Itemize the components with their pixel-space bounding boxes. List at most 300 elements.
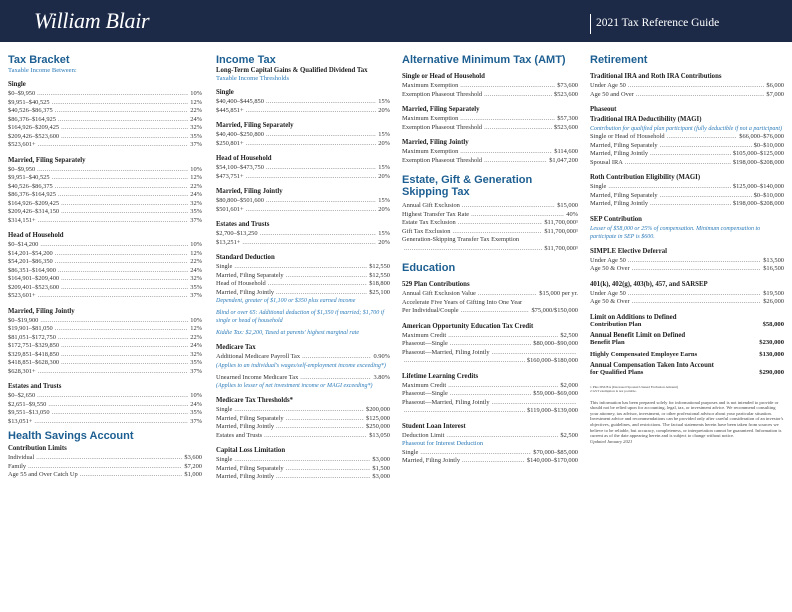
row-label: $54,100–$473,750: [216, 164, 264, 171]
table-row: [8, 418, 202, 427]
dot-leader: [276, 473, 370, 482]
deduct-note: Contribution for qualified plan participant (fully deductible if not a participant): [590, 126, 782, 132]
footnote-2: 2 GST exemption is not portable.: [590, 389, 637, 394]
row-value: 37%: [190, 367, 202, 375]
row-value: 15%: [378, 98, 390, 105]
row-value: $12,550: [369, 271, 390, 279]
row-value: 15%: [378, 131, 390, 138]
row-label: $0–$14,200: [8, 241, 39, 248]
dot-leader: [38, 368, 189, 377]
dot-leader: [266, 164, 376, 173]
row-label: Age 55 and Over Catch Up: [8, 471, 78, 478]
row-label: Married, Filing Jointly: [590, 200, 649, 207]
dot-leader: [660, 142, 752, 151]
row-value: 10%: [190, 90, 202, 97]
row-value: $19,500: [763, 289, 784, 297]
simple-rows: [590, 257, 784, 274]
table-row: [216, 206, 390, 215]
table-row: [8, 183, 202, 192]
dot-leader: [268, 280, 368, 289]
table-row: [402, 382, 578, 391]
table-row: [8, 471, 202, 480]
row-label: $54,201–$86,350: [8, 258, 53, 265]
dot-leader: [28, 463, 182, 472]
dot-leader: [460, 148, 552, 157]
row-label: Married, Filing Separately: [590, 191, 658, 199]
table-row: [402, 124, 578, 133]
row-label: $81,051–$172,750: [8, 333, 56, 341]
table-row: [8, 275, 202, 284]
row-value: 20%: [378, 172, 390, 180]
row-label: $501,601+: [216, 205, 244, 213]
income-tax-subtitle-bold: Long-Term Capital Gains & Qualified Dividend Tax: [216, 67, 368, 74]
table-row: [8, 217, 202, 226]
table-row: [590, 159, 784, 168]
row-value: 24%: [190, 266, 202, 274]
row-label: Highest Transfer Tax Rate: [402, 210, 470, 218]
group-heading: Married, Filing Jointly: [8, 307, 75, 315]
amt-groups: [402, 73, 578, 165]
row-label: Maximum Exemption: [402, 82, 459, 89]
row-label: $314,151+: [8, 216, 36, 224]
row-label: $164,926–$209,425: [8, 199, 60, 207]
hsa-rows: [8, 454, 202, 480]
sli-note: Phaseout for Interest Deduction: [402, 440, 484, 447]
dot-leader: [61, 133, 188, 142]
table-row: [216, 131, 390, 140]
row-value: $0–$10,000: [753, 191, 784, 199]
row-value: 20%: [378, 205, 390, 213]
section-title-tax-bracket: Tax Bracket: [8, 54, 70, 66]
dot-leader: [37, 166, 188, 175]
table-row: [590, 265, 784, 274]
table-row: [590, 91, 784, 100]
row-label: $86,376–$164,925: [8, 115, 56, 123]
row-label: Married, Filing Separately: [216, 271, 284, 279]
table-row: [216, 423, 390, 432]
row-label: $40,526–$86,375: [8, 107, 53, 114]
row-value: 40%: [566, 210, 578, 218]
aotc-head: American Opportunity Education Tax Credit: [402, 322, 534, 330]
row-value: $0–$10,000: [753, 141, 784, 149]
row-value: 24%: [190, 342, 202, 349]
row-value: 35%: [190, 409, 202, 416]
column-amt-estate-education: [402, 54, 578, 466]
row-label: Married, Filing Separately: [216, 414, 284, 422]
row-label: Age 50 and Over: [590, 90, 634, 98]
medicare-row-1: Additional Medicare Payroll Tax ..... 0.90%: [216, 353, 390, 362]
dot-leader: [266, 98, 376, 107]
simple-head: SIMPLE Elective Deferral: [590, 247, 668, 255]
k401-head: 401(k), 402(g), 403(b), 457, and SARSEP: [590, 280, 708, 288]
row-label: $209,426–$314,150: [8, 208, 60, 215]
dot-leader: [55, 183, 189, 192]
annual-comp-label: Annual Compensation Taken Into Account: [590, 362, 714, 369]
row-label: Under Age 50: [590, 289, 626, 297]
medicare-tax-head: Medicare Tax: [216, 344, 256, 351]
income-tax-groups: [216, 89, 390, 247]
row-label: Single: [216, 263, 233, 270]
aotc-rows: [402, 332, 578, 349]
table-row: [8, 325, 202, 334]
row-label: $9,951–$40,525: [8, 174, 50, 181]
row-value: $125,000–$140,000: [732, 183, 784, 190]
brand-logo: William Blair: [34, 8, 150, 33]
table-row: [216, 140, 390, 149]
table-row: [590, 200, 784, 209]
row-value: 37%: [190, 417, 202, 425]
dot-leader: [61, 284, 188, 293]
row-value: 22%: [190, 333, 202, 341]
dot-leader: [484, 124, 552, 133]
table-row: [8, 191, 202, 200]
table-row: [8, 133, 202, 142]
table-row: [8, 241, 202, 250]
row-label: Married, Filing Jointly: [216, 423, 275, 430]
row-value: $73,600: [557, 82, 578, 89]
group-heading: Head of Household: [216, 155, 272, 162]
row-value: $18,800: [369, 280, 390, 287]
dot-leader: [61, 342, 188, 351]
row-label: $40,400–$250,800: [216, 131, 264, 138]
row-label: $628,301+: [8, 367, 36, 375]
medicare-note-2: (Applies to lesser of net investment income or MAGI exceeding*): [216, 383, 373, 389]
dot-leader: [650, 150, 731, 159]
row-value: 12%: [190, 174, 202, 181]
annual-comp-row: for Qualified Plans $290,000: [590, 369, 784, 376]
row-label: Single or Head of Household: [590, 133, 665, 140]
dot-leader: [264, 432, 367, 441]
column-income-tax: [216, 54, 390, 482]
table-row: [8, 284, 202, 293]
table-row: [402, 211, 578, 220]
table-row: [8, 342, 202, 351]
table-row: [216, 456, 390, 465]
row-label: $250,801+: [216, 139, 244, 147]
dot-leader: [55, 250, 189, 259]
row-label: Maximum Exemption: [402, 115, 459, 122]
dot-leader: [80, 471, 183, 480]
dot-leader: [234, 456, 370, 465]
dot-leader: [286, 272, 368, 281]
table-row: [8, 141, 202, 150]
row-value: $1,047,200: [549, 156, 578, 164]
table-row: [8, 267, 202, 276]
row-value: 20%: [378, 106, 390, 114]
dot-leader: [667, 133, 738, 142]
table-row: [216, 432, 390, 441]
table-row: [8, 463, 202, 472]
row-label: Exemption Phaseout Threshold: [402, 156, 483, 164]
page-title: 2021 Tax Reference Guide: [596, 17, 720, 29]
annual-benefit-label: Annual Benefit Limit on Defined: [590, 332, 686, 339]
row-value: 35%: [190, 359, 202, 366]
group-heading: Head of Household: [8, 232, 64, 239]
table-row: [216, 272, 390, 281]
dot-leader: [276, 289, 367, 298]
row-value: 12%: [190, 98, 202, 106]
row-value: 37%: [190, 216, 202, 224]
table-row: [402, 115, 578, 124]
row-value: 37%: [190, 141, 202, 148]
table-row: [402, 157, 578, 166]
header-divider: [590, 14, 591, 34]
row-value: $66,000–$76,000: [739, 133, 784, 140]
row-value: 10%: [190, 241, 202, 248]
dot-leader: [632, 265, 762, 274]
table-row: [216, 230, 390, 239]
section-title-estate: Estate, Gift & Generation Skipping Tax: [402, 174, 533, 198]
row-label: $40,400–$445,850: [216, 98, 264, 105]
row-label: Annual Gift Exclusion: [402, 202, 460, 209]
row-label: $164,926–$209,425: [8, 124, 60, 131]
dot-leader: [40, 317, 188, 326]
dot-leader: [36, 454, 182, 463]
column-retirement: [590, 54, 784, 444]
dot-leader: [628, 257, 761, 266]
capital-loss-head: Capital Loss Limitation: [216, 447, 286, 454]
row-value: $250,000: [366, 423, 390, 430]
dot-leader: [625, 159, 731, 168]
row-value: 35%: [190, 283, 202, 291]
k401-rows: [590, 290, 784, 307]
table-row: [216, 465, 390, 474]
table-row: [216, 406, 390, 415]
sd-note-2: Blind or over 65: Additional deduction of $1,350 if married; $1,700 if single or head of household: [216, 310, 385, 324]
table-row: [402, 91, 578, 100]
table-row: [8, 317, 202, 326]
plan529-head: 529 Plan Contributions: [402, 281, 470, 288]
table-row: [216, 263, 390, 272]
row-value: $198,000–$208,000: [732, 158, 784, 166]
row-value: $105,000–$125,000: [732, 150, 784, 157]
table-row: [8, 292, 202, 301]
row-label: Single: [590, 183, 607, 190]
row-value: 15%: [378, 197, 390, 204]
row-label: Single: [402, 448, 419, 456]
roth-head: Roth Contribution Eligibility (MAGI): [590, 174, 701, 181]
plan529-row-2: Accelerate Five Years of Gifting Into One Year: [402, 298, 523, 306]
dot-leader: [452, 228, 542, 237]
row-value: 22%: [190, 182, 202, 190]
dot-leader: [55, 258, 189, 267]
dot-leader: [460, 115, 555, 124]
sep-note: Lesser of $58,000 or 25% of compensation. Minimum compensation to participate in SEP is $600.: [590, 225, 761, 240]
row-label: Family: [8, 462, 27, 470]
table-row: [402, 457, 578, 466]
row-label: Estate Tax Exclusion: [402, 219, 456, 226]
table-row: [8, 250, 202, 259]
row-value: $2,000: [560, 381, 578, 389]
table-row: [8, 401, 202, 410]
row-value: 37%: [190, 292, 202, 299]
row-value: 32%: [190, 199, 202, 207]
dot-leader: [260, 230, 377, 239]
row-value: $11,700,000¹: [544, 227, 578, 235]
llc-mfj-row: ..... $119,000–$139,000: [402, 407, 578, 416]
dot-leader: [61, 351, 188, 360]
row-label: Exemption Phaseout Threshold: [402, 123, 483, 131]
llc-rows: [402, 382, 578, 399]
dot-leader: [246, 173, 377, 182]
table-row: [402, 82, 578, 91]
row-label: Spousal IRA: [590, 158, 623, 166]
row-label: Single: [216, 406, 233, 413]
dot-leader: [58, 267, 188, 276]
table-row: [590, 257, 784, 266]
dot-leader: [246, 140, 377, 149]
row-value: $1,500: [372, 464, 390, 472]
row-value: $57,300: [557, 115, 578, 122]
dot-leader: [52, 409, 189, 418]
table-row: [590, 290, 784, 299]
row-label: Phaseout—Single: [402, 390, 448, 397]
section-title-amt: Alternative Minimum Tax (AMT): [402, 54, 566, 66]
table-row: [8, 258, 202, 267]
table-row: [8, 166, 202, 175]
dot-leader: [632, 298, 762, 307]
row-label: $80,800–$501,600: [216, 197, 264, 204]
row-label: $13,251+: [216, 238, 241, 246]
row-value: 22%: [190, 107, 202, 114]
table-row: [402, 148, 578, 157]
trad-ira-head: Traditional IRA and Roth IRA Contributions: [590, 73, 722, 80]
row-value: 15%: [378, 230, 390, 237]
row-label: Married, Filing Separately: [590, 141, 658, 149]
dot-leader: [462, 457, 525, 466]
dot-leader: [37, 392, 188, 401]
phaseout-head: Phaseout: [590, 106, 617, 113]
dot-leader: [246, 206, 377, 215]
row-label: Married, Filing Jointly: [590, 150, 649, 157]
table-row: [402, 449, 578, 458]
row-label: $329,851–$418,850: [8, 350, 60, 358]
group-heading: Married, Filing Separately: [402, 106, 480, 113]
annual-benefit-row: Benefit Plan $230,000: [590, 339, 784, 346]
row-label: Maximum Exemption: [402, 148, 459, 155]
sep-head: SEP Contribution: [590, 215, 642, 223]
gst-row: ..... $11,700,000¹: [402, 245, 578, 254]
row-label: $523,601+: [8, 292, 36, 299]
row-value: $125,000: [366, 414, 390, 422]
table-row: [8, 392, 202, 401]
row-value: $114,600: [554, 148, 578, 155]
medicare-thresholds-head: Medicare Tax Thresholds*: [216, 397, 294, 404]
group-heading: Single or Head of Household: [402, 73, 485, 80]
table-row: [216, 173, 390, 182]
sli-head: Student Loan Interest: [402, 422, 466, 430]
row-value: $200,000: [366, 406, 390, 413]
dot-leader: [458, 219, 543, 228]
row-value: 20%: [378, 238, 390, 246]
dot-leader: [61, 124, 188, 133]
row-value: $7,000: [766, 90, 784, 98]
limit-additions-row: Contribution Plan $58,000: [590, 320, 784, 328]
estate-rows: [402, 202, 578, 236]
column-tax-bracket: [8, 54, 202, 480]
spacer: [590, 378, 784, 385]
sd-note-3: Kiddie Tax: $2,200, Taxed at parents' highest marginal rate: [216, 330, 360, 336]
table-row: [8, 454, 202, 463]
row-value: 12%: [190, 249, 202, 257]
table-row: [216, 197, 390, 206]
dot-leader: [38, 217, 189, 226]
section-title-education: Education: [402, 262, 456, 274]
medicare-thresholds-rows: [216, 406, 390, 440]
row-value: $12,550: [369, 263, 390, 270]
medicare-note-1: (Applies to an individual's wages/self-employment income exceeding*): [216, 362, 386, 369]
table-row: [216, 164, 390, 173]
row-label: Married, Filing Separately: [216, 464, 284, 472]
tax-bracket-groups: [8, 81, 202, 426]
dot-leader: [52, 99, 189, 108]
group-heading: Married, Filing Separately: [216, 122, 294, 129]
deduct-rows: [590, 133, 784, 167]
standard-deduction-rows: [216, 263, 390, 297]
row-value: 20%: [378, 139, 390, 147]
table-row: [590, 82, 784, 91]
dot-leader: [484, 91, 552, 100]
dot-leader: [52, 174, 189, 183]
row-label: Maximum Credit: [402, 381, 447, 389]
row-value: 10%: [190, 165, 202, 173]
row-value: $15,000: [557, 202, 578, 209]
row-label: $209,401–$523,600: [8, 283, 60, 291]
table-row: [216, 289, 390, 298]
row-value: 24%: [190, 115, 202, 123]
trad-ira-rows: [590, 82, 784, 99]
dot-leader: [61, 208, 188, 217]
table-row: [402, 332, 578, 341]
table-row: [402, 228, 578, 237]
group-heading: Single: [8, 81, 26, 88]
row-label: Head of Household: [216, 280, 266, 287]
table-row: [216, 107, 390, 116]
row-label: Married, Filing Jointly: [402, 457, 461, 464]
header-bar: [0, 0, 792, 42]
llc-mfj-label: Phaseout—Married, Filing Jointly .....: [402, 399, 578, 408]
roth-rows: [590, 183, 784, 209]
row-label: $9,951–$40,525: [8, 98, 50, 106]
dot-leader: [234, 406, 364, 415]
row-label: $418,851–$628,300: [8, 359, 60, 366]
row-label: $0–$19,900: [8, 316, 39, 324]
row-value: $11,700,000¹: [544, 219, 578, 226]
row-value: $26,000: [763, 298, 784, 305]
table-row: [402, 219, 578, 228]
row-value: $80,000–$90,000: [533, 340, 578, 347]
dot-leader: [40, 241, 188, 250]
section-title-hsa: Health Savings Account: [8, 430, 134, 442]
dot-leader: [448, 382, 558, 391]
dot-leader: [471, 211, 564, 220]
table-row: [216, 415, 390, 424]
section-title-retirement: Retirement: [590, 54, 648, 66]
table-row: [216, 98, 390, 107]
tax-bracket-subtitle: Taxable Income Between:: [8, 67, 77, 74]
footnote-1: 1 Plus DSUEA (Deceased Spousal Unused Exclusion Amount): [590, 384, 679, 389]
table-row: [590, 192, 784, 201]
dot-leader: [286, 415, 364, 424]
dot-leader: [636, 91, 765, 100]
gst-label: Generation-Skipping Transfer Tax Exemption: [402, 236, 520, 243]
dot-leader: [38, 292, 189, 301]
spacer: [402, 253, 578, 262]
row-value: $6,000: [766, 82, 784, 89]
deduct-head: Traditional IRA Deductibility (MAGI): [590, 116, 702, 123]
dot-leader: [61, 359, 188, 368]
row-label: Exemption Phaseout Threshold: [402, 90, 483, 98]
